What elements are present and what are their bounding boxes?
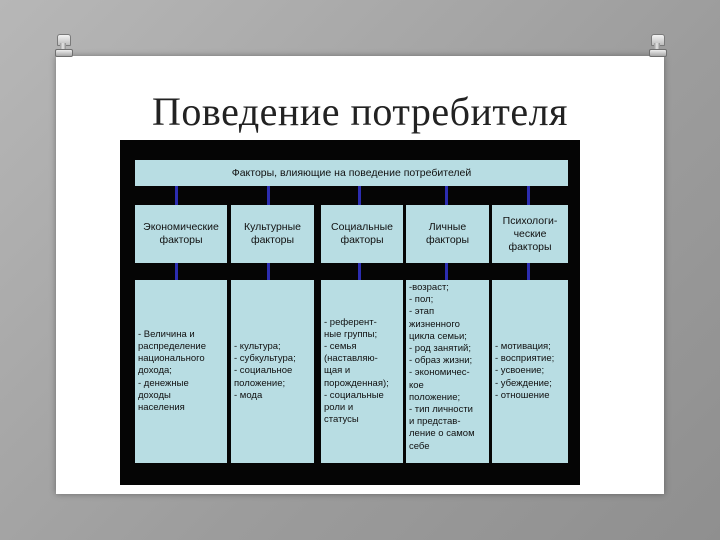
connector-line bbox=[527, 263, 530, 280]
pushpin-icon bbox=[648, 34, 666, 56]
category-psychological: Психологи- ческие факторы bbox=[492, 205, 568, 263]
page-title: Поведение потребителя bbox=[152, 89, 568, 134]
details-social: - референт- ные группы; - семья (наставляю- щая и порожденная); - социальные роли и статусы bbox=[321, 280, 403, 463]
connector-line bbox=[358, 186, 361, 205]
diagram-header: Факторы, влияющие на поведение потребителей bbox=[135, 160, 568, 186]
details-psychological: - мотивация; - восприятие; - усвоение; - убеждение; - отношение bbox=[492, 280, 568, 463]
connector-line bbox=[445, 186, 448, 205]
connector-line bbox=[445, 263, 448, 280]
connector-line bbox=[267, 186, 270, 205]
details-cultural: - культура; - субкультура; - социальное положение; - мода bbox=[231, 280, 314, 463]
details-economic: - Величина и распределение национального дохода; - денежные доходы населения bbox=[135, 280, 227, 463]
connector-line bbox=[358, 263, 361, 280]
pushpin-icon bbox=[54, 34, 72, 56]
connector-line bbox=[175, 263, 178, 280]
factors-diagram bbox=[120, 140, 580, 485]
category-social: Социальные факторы bbox=[321, 205, 403, 263]
connector-line bbox=[175, 186, 178, 205]
connector-line bbox=[267, 263, 270, 280]
details-personal: -возраст; - пол; - этап жизненного цикла семьи; - род занятий; - образ жизни; - экономичес- кое положение; - тип личности и представ- ление о самом себе bbox=[406, 280, 489, 463]
connector-line bbox=[527, 186, 530, 205]
category-personal: Личные факторы bbox=[406, 205, 489, 263]
category-economic: Экономические факторы bbox=[135, 205, 227, 263]
category-cultural: Культурные факторы bbox=[231, 205, 314, 263]
